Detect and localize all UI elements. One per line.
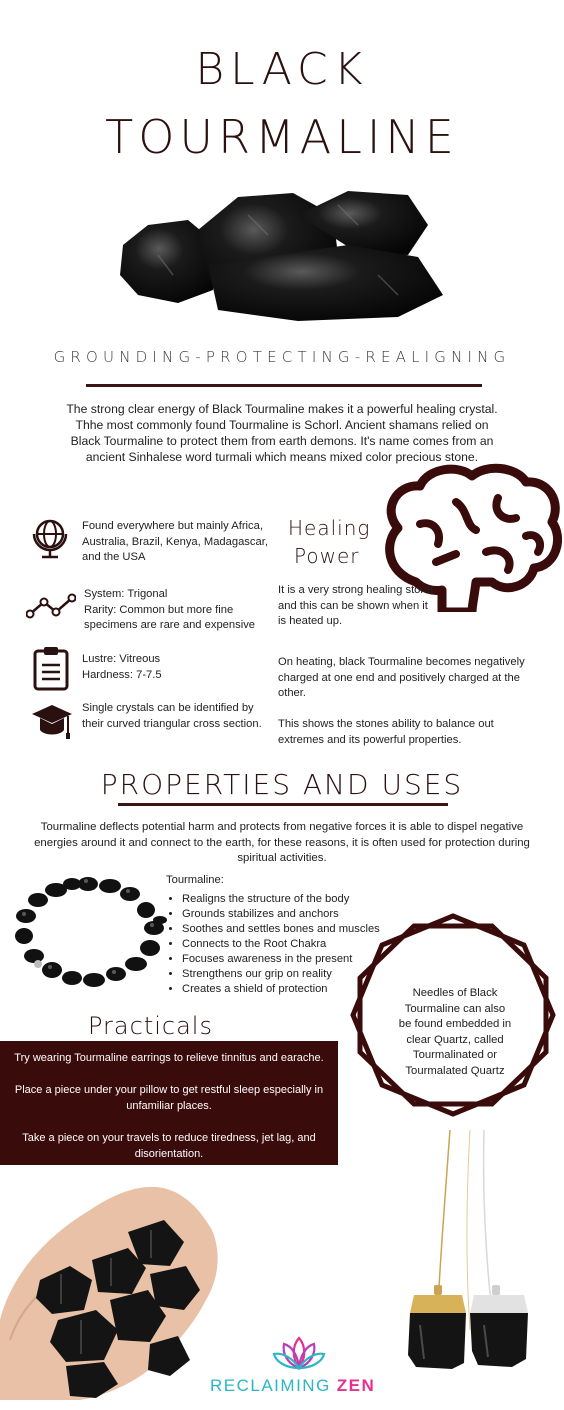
properties-intro: Tourmaline deflects potential harm and protects from negative forces it is able to dispel negative energies around it and connect to the earth, for these reasons, it is often used for protection during spiritual activities. bbox=[34, 821, 530, 864]
healing-heading-line2: Power bbox=[294, 544, 360, 568]
healing-paragraph-1: It is a very strong healing stone and this can be shown when it is heated up. bbox=[278, 584, 433, 627]
practicals-title: Practicals bbox=[88, 1012, 213, 1040]
subtitle: GROUNDING-PROTECTING-REALIGNING bbox=[53, 348, 511, 366]
practicals-box bbox=[0, 1041, 338, 1165]
lotus-logo-icon bbox=[272, 1336, 326, 1372]
list-item: • Grounds stabilizes and anchors bbox=[182, 907, 408, 922]
properties-divider bbox=[118, 803, 448, 806]
benefits-label: Tourmaline: bbox=[166, 874, 224, 886]
list-item: • Focuses awareness in the present bbox=[182, 952, 408, 967]
brand-logo-text bbox=[210, 1376, 375, 1396]
brand-logo-part2: ZEN bbox=[336, 1376, 376, 1395]
fact-system: System: Trigonal Rarity: Common but more fine specimens are rare and expensive bbox=[84, 588, 256, 631]
healing-paragraph-3: This shows the stones ability to balance out extremes and its powerful properties. bbox=[278, 718, 494, 746]
list-item: • Realigns the structure of the body bbox=[182, 892, 408, 907]
healing-paragraph-2: On heating, black Tourmaline becomes negatively charged at one end and positively charged at the other. bbox=[278, 656, 525, 699]
practical-item-1: Try wearing Tourmaline earrings to relieve tinnitus and earache. bbox=[14, 1052, 324, 1064]
page-title-line2: TOURMALINE bbox=[105, 110, 459, 164]
fact-origin: Found everywhere but mainly Africa, Australia, Brazil, Kenya, Madagascar, and the USA bbox=[82, 520, 268, 563]
list-item: • Connects to the Root Chakra bbox=[182, 937, 408, 952]
healing-heading-line1: Healing bbox=[288, 516, 371, 540]
fact-crystals: Single crystals can be identified by their curved triangular cross section. bbox=[82, 702, 262, 730]
graduation-cap-icon bbox=[30, 702, 76, 742]
practical-item-2: Place a piece under your pillow to get restful sleep especially in unfamiliar places. bbox=[14, 1084, 324, 1112]
page-title-line1: BLACK bbox=[195, 44, 369, 95]
list-item: • Strengthens our grip on reality bbox=[182, 967, 408, 982]
needles-text: Needles of Black Tourmaline can also be found embedded in clear Quartz, called Tourmalinated or Tourmalated Quartz bbox=[398, 987, 512, 1077]
list-item: • Soothes and settles bones and muscles bbox=[182, 922, 408, 937]
tourmaline-bracelet-image bbox=[8, 868, 168, 996]
divider bbox=[86, 384, 482, 387]
black-tourmaline-crystals-image bbox=[118, 185, 448, 325]
properties-title: PROPERTIES AND USES bbox=[100, 768, 464, 801]
hand-holding-crystals-image bbox=[0, 1170, 240, 1400]
globe-icon bbox=[30, 516, 74, 560]
list-item: • Creates a shield of protection bbox=[182, 982, 408, 997]
intro-paragraph: The strong clear energy of Black Tourmaline makes it a powerful healing crystal. Thhe most commonly found Tourmaline is Schorl. Ancient shamans relied on Black Tourmaline to protect them from earth demons. It's name comes from an ancient Sinhalese word turmali which means mixed color precious stone. bbox=[66, 402, 498, 464]
practical-item-3: Take a piece on your travels to reduce tiredness, jet lag, and disorientation. bbox=[22, 1132, 316, 1160]
pendant-crystals-image bbox=[404, 1285, 544, 1375]
fact-lustre: Lustre: Vitreous Hardness: 7-7.5 bbox=[82, 653, 162, 681]
clipboard-icon bbox=[32, 645, 72, 691]
brand-logo-part1: RECLAIMING bbox=[210, 1376, 331, 1395]
line-graph-icon bbox=[26, 592, 76, 622]
